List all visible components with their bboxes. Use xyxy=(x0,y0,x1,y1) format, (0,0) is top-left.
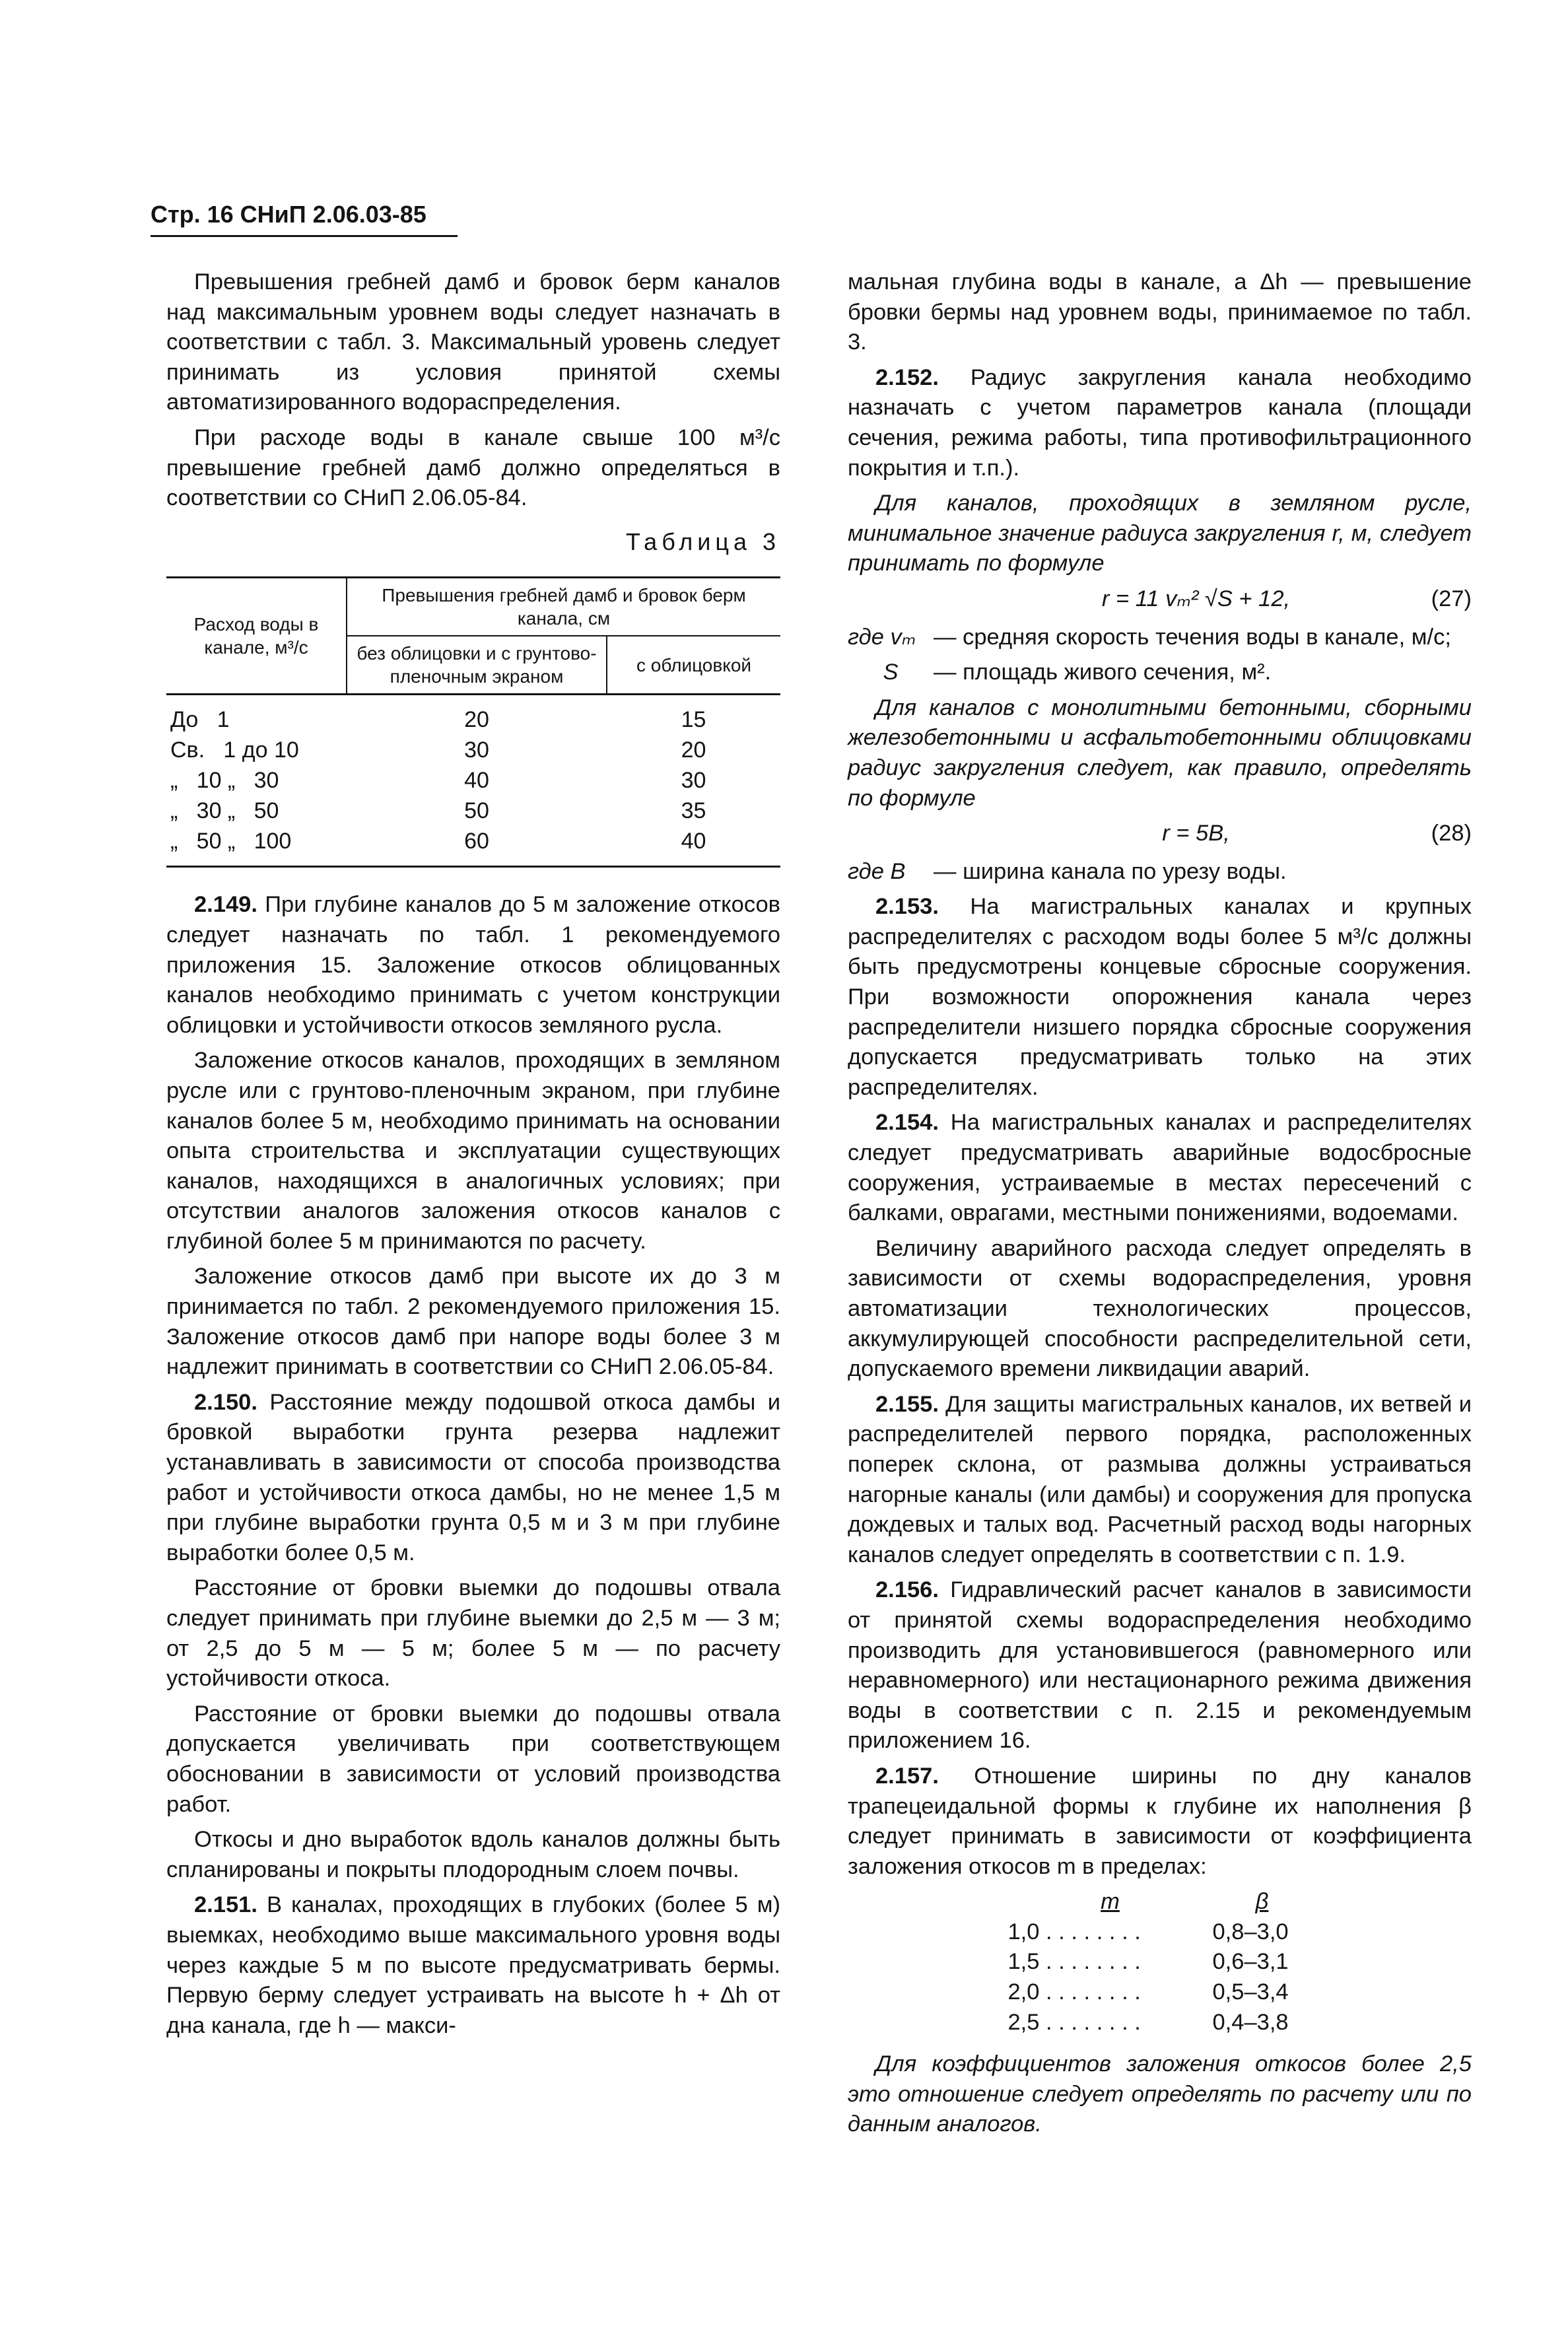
section-number: 2.149. xyxy=(194,892,257,918)
beta-header: β xyxy=(1255,1889,1269,1915)
beta-range: 0,6–3,1 xyxy=(1212,1949,1289,1975)
section-2-151 xyxy=(166,1890,780,2041)
formula-number: (28) xyxy=(1431,821,1472,846)
table-cell-range: „ 50 „ 100 xyxy=(166,826,347,867)
table-row xyxy=(166,765,780,796)
list-item xyxy=(848,2008,1472,2038)
section-text: На магистральных каналах и распределителях следует предусматривать аварийные водосбросные сооружения, устраиваемые в местах пересечений с балками, оврагами, местными понижениями, водоемами. xyxy=(848,1110,1472,1226)
table-cell-range: „ 30 „ 50 xyxy=(170,798,279,824)
legend-symbol: S xyxy=(883,660,899,685)
m-value: 2,5 . . . . . . . . xyxy=(1007,2009,1141,2035)
beta-range: 0,5–3,4 xyxy=(1212,1979,1289,2005)
table-cell-no-lining: 20 xyxy=(464,707,489,733)
section-2-149 xyxy=(166,890,780,1041)
paragraph-flow-over-100: При расходе воды в канале свыше 100 м³/с превышение гребней дамб должно определяться в соответствии со СНиП 2.06.05-84. xyxy=(166,425,780,511)
section-text: На магистральных каналах и крупных распределителях с расходом воды более 5 м³/с должны быть предусмотрены концевые сбросные сооружения. При возможности опорожнения канала через распределители низшего порядка сбросные сооружения допускается предусматривать только на этих распределителях. xyxy=(848,894,1472,1100)
section-2-155 xyxy=(848,1390,1472,1571)
section-2-154 xyxy=(848,1108,1472,1228)
section-2-153 xyxy=(848,892,1472,1103)
m-value: 1,0 . . . . . . . . xyxy=(1007,1919,1141,1944)
paragraph-slope-dams: Заложение откосов дамб при высоте их до 3 м принимается по табл. 2 рекомендуемого приложения 15. Заложение откосов дамб при напоре воды более 3 м надлежит принимать в соответствии со СНиП 2.06.05-84. xyxy=(166,1264,780,1380)
section-number: 2.156. xyxy=(875,1577,939,1603)
paragraph-slopes-bottom: Откосы и дно выработок вдоль каналов должны быть спланированы и покрыты плодородным слоем почвы. xyxy=(166,1827,780,1882)
table-cell-range: „ 10 „ 30 xyxy=(170,768,279,794)
section-2-152 xyxy=(848,363,1472,483)
section-text: Расстояние между подошвой откоса дамбы и бровкой выработки грунта резерва надлежит устанавливать в зависимости от способа производства работ и устойчивости откоса дамбы, но не менее 1,5 м при глубине выработки грунта 0,5 м и 3 м при глубине выработки более 0,5 м. xyxy=(166,1389,780,1565)
right-column xyxy=(848,267,1472,2145)
table-header-no-lining: без облицовки и с грунтово-пленочным экраном xyxy=(347,636,607,695)
paragraph-min-radius: Для каналов, проходящих в земляном русле, минимальное значение радиуса закругления r, м, следует принимать по формуле xyxy=(848,491,1472,576)
table-row xyxy=(166,735,780,765)
formula-expression: r = 5B, xyxy=(1162,821,1230,846)
table-cell-lining: 40 xyxy=(607,826,780,867)
table-cell-lining: 15 xyxy=(681,707,706,733)
table-cell-no-lining: 60 xyxy=(347,826,607,867)
table-row xyxy=(166,695,780,736)
table-cell-range: Св. 1 до 10 xyxy=(170,737,299,763)
section-text: При глубине каналов до 5 м заложение откосов следует назначать по табл. 1 рекомендуемого приложения 15. Заложение откосов облицованных каналов необходимо принимать с учетом конструкции облицовки и устойчивости откосов земляного русла. xyxy=(166,892,780,1038)
paragraph-exceedance: Превышения гребней дамб и бровок берм каналов над максимальным уровнем воды следует назначать в соответствии с табл. 3. Максимальный уровень следует принимать из условия принятой схемы автоматизированного водораспределения. xyxy=(166,269,780,415)
table-3 xyxy=(166,576,780,868)
section-number: 2.155. xyxy=(875,1391,939,1417)
beta-range: 0,4–3,8 xyxy=(1212,2009,1289,2035)
list-item xyxy=(848,1947,1472,1977)
section-number: 2.153. xyxy=(875,894,939,920)
section-number: 2.152. xyxy=(875,364,939,390)
table-header-lining: с облицовкой xyxy=(607,636,780,695)
beta-range: 0,8–3,0 xyxy=(1212,1919,1289,1944)
legend-text: — средняя скорость течения воды в канале, м/с; xyxy=(934,624,1451,650)
page-header: Стр. 16 СНиП 2.06.03-85 xyxy=(151,201,458,237)
formula-28 xyxy=(848,819,1472,849)
paragraph-distance-dump: Расстояние от бровки выемки до подошвы отвала следует принимать при глубине выемки до 2,5 м — 3 м; от 2,5 до 5 м — 5 м; более 5 м — по расчету устойчивости откоса. xyxy=(166,1575,780,1692)
formula-expression: r = 11 vₘ² √S + 12, xyxy=(1101,586,1291,611)
table-cell-no-lining: 50 xyxy=(464,798,489,824)
table-3-title: Таблица 3 xyxy=(625,528,780,555)
m-value: 2,0 . . . . . . . . xyxy=(1007,1979,1141,2005)
section-number: 2.154. xyxy=(875,1110,939,1136)
table-cell-range: До 1 xyxy=(170,707,230,733)
table-cell-lining: 20 xyxy=(681,737,706,763)
section-text: В каналах, проходящих в глубоких (более 5 м) выемках, необходимо выше максимального уровня воды через каждые 5 м по высоте предусматривать бермы. Первую берму следует устраивать на высоте h + Δh от дна канала, где h — макси- xyxy=(166,1892,780,2038)
section-2-150 xyxy=(166,1388,780,1569)
paragraph-final: Для коэффициентов заложения откосов более 2,5 это отношение следует определять по расчету или по данным аналогов. xyxy=(848,2051,1472,2137)
table-cell-lining: 35 xyxy=(681,798,706,824)
table-cell-lining: 30 xyxy=(681,768,706,794)
table-header-group: Превышения гребней дамб и бровок берм канала, см xyxy=(347,578,780,636)
legend-symbol: где vₘ xyxy=(848,624,916,650)
section-number: 2.157. xyxy=(875,1763,939,1789)
table-cell-no-lining: 30 xyxy=(464,737,489,763)
formula-number: (27) xyxy=(1431,586,1472,611)
list-item xyxy=(848,1977,1472,2008)
section-text: Отношение ширины по дну каналов трапецеидальной формы к глубине их наполнения β следует принимать в зависимости от коэффициента заложения откосов m в пределах: xyxy=(848,1763,1472,1879)
paragraph-emergency-flow: Величину аварийного расхода следует определять в зависимости от схемы водораспределения, уровня автоматизации технологических процессов, аккумулирующей способности распределительной сети, допускаемого времени ликвидации аварий. xyxy=(848,1235,1472,1382)
table-row xyxy=(166,796,780,826)
list-item xyxy=(848,1917,1472,1948)
m-header: m xyxy=(1101,1889,1120,1915)
paragraph-continuation: мальная глубина воды в канале, а Δh — превышение бровки бермы над уровнем воды, принимаемое по табл. 3. xyxy=(848,269,1472,355)
formula-legend-item xyxy=(848,658,1472,688)
section-2-157 xyxy=(848,1762,1472,1882)
m-beta-list xyxy=(848,1887,1472,2038)
legend-text: — площадь живого сечения, м². xyxy=(934,660,1272,685)
legend-symbol: где B xyxy=(848,858,906,884)
formula-legend-item xyxy=(848,623,1472,653)
m-value: 1,5 . . . . . . . . xyxy=(1007,1949,1141,1975)
section-text: Для защиты магистральных каналов, их ветвей и распределителей первого порядка, расположенных поперек склона, от размыва должны устраиваться нагорные каналы (или дамбы) и сооружения для пропуска дождевых и талых вод. Расчетный расход воды нагорных каналов следует определять в соответствии с п. 1.9. xyxy=(848,1391,1472,1567)
m-beta-header xyxy=(848,1887,1472,1917)
paragraph-distance-increase: Расстояние от бровки выемки до подошвы отвала допускается увеличивать при соответствующем обосновании в зависимости от условий производства работ. xyxy=(166,1701,780,1817)
section-number: 2.151. xyxy=(194,1892,257,1918)
left-column xyxy=(166,267,780,2046)
table-header-flow: Расход воды в канале, м³/с xyxy=(166,578,347,695)
paragraph-concrete-lining: Для каналов с монолитными бетонными, сборными железобетонными и асфальтобетонными облицовками радиус закругления следует, как правило, определять по формуле xyxy=(848,695,1472,811)
legend-text: — ширина канала по урезу воды. xyxy=(934,858,1287,884)
section-2-156 xyxy=(848,1575,1472,1756)
paragraph-slope-deep: Заложение откосов каналов, проходящих в земляном русле или с грунтово-пленочным экраном, при глубине каналов более 5 м, необходимо принимать на основании опыта строительства и эксплуатации существующих каналов, находящихся в аналогичных условиях; при отсутствии аналогов заложения откосов каналов с глубиной более 5 м принимаются по расчету. xyxy=(166,1048,780,1254)
section-number: 2.150. xyxy=(194,1389,257,1415)
formula-27 xyxy=(848,584,1472,615)
section-text: Радиус закругления канала необходимо назначать с учетом параметров канала (площади сечения, режима работы, типа противофильтрационного покрытия и т.п.). xyxy=(848,364,1472,481)
formula-legend-item xyxy=(848,857,1472,887)
section-text: Гидравлический расчет каналов в зависимости от принятой схемы водораспределения необходимо производить для установившегося (равномерного или неравномерного) или нестационарного режима движения воды в соответствии с п. 2.15 и рекомендуемым приложением 16. xyxy=(848,1577,1472,1754)
table-row xyxy=(166,826,780,867)
table-cell-no-lining: 40 xyxy=(464,768,489,794)
